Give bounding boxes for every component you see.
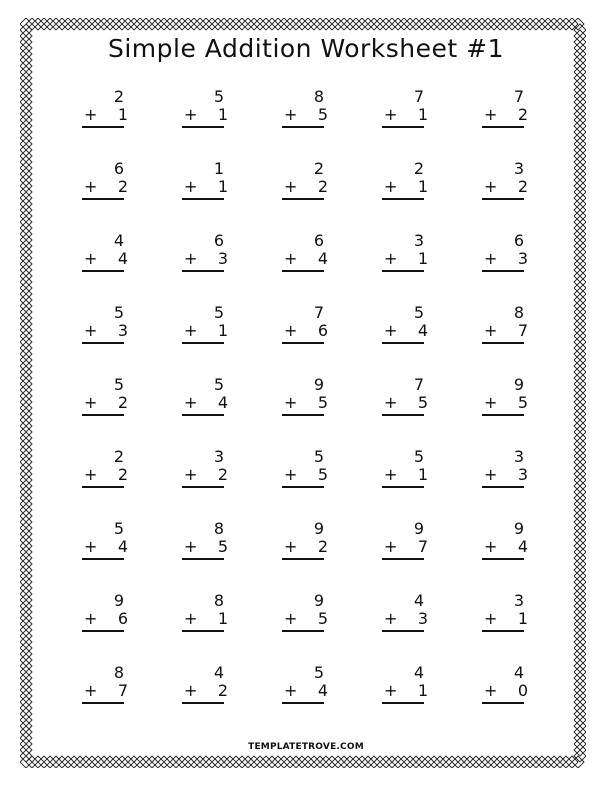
addition-problem <box>176 376 276 448</box>
plus-sign: + <box>184 609 198 628</box>
addend-bottom: 6 <box>317 321 328 340</box>
addend-bottom: 3 <box>217 249 228 268</box>
addend-bottom: 1 <box>217 609 228 628</box>
addition-problem <box>176 160 276 232</box>
addition-problem <box>276 592 376 664</box>
answer-line <box>182 630 224 632</box>
addend-top: 6 <box>513 231 524 250</box>
addend-top: 7 <box>413 375 424 394</box>
addend-bottom: 3 <box>117 321 128 340</box>
addition-problem <box>476 376 576 448</box>
plus-sign: + <box>184 465 198 484</box>
addend-top: 4 <box>413 591 424 610</box>
answer-line <box>382 342 424 344</box>
plus-sign: + <box>384 249 398 268</box>
answer-line <box>182 702 224 704</box>
addend-bottom: 5 <box>317 105 328 124</box>
addend-top: 2 <box>413 159 424 178</box>
addition-problem <box>176 520 276 592</box>
answer-line <box>382 198 424 200</box>
answer-line <box>182 558 224 560</box>
addend-bottom: 7 <box>417 537 428 556</box>
plus-sign: + <box>484 393 498 412</box>
addend-bottom: 4 <box>317 249 328 268</box>
plus-sign: + <box>384 465 398 484</box>
answer-line <box>282 342 324 344</box>
addend-bottom: 5 <box>317 609 328 628</box>
addend-top: 8 <box>513 303 524 322</box>
addend-top: 5 <box>413 303 424 322</box>
addition-problem <box>276 304 376 376</box>
answer-line <box>182 270 224 272</box>
addend-bottom: 1 <box>517 609 528 628</box>
answer-line <box>482 270 524 272</box>
addend-bottom: 4 <box>117 537 128 556</box>
addend-bottom: 1 <box>117 105 128 124</box>
plus-sign: + <box>384 105 398 124</box>
addend-bottom: 5 <box>517 393 528 412</box>
addend-bottom: 2 <box>117 177 128 196</box>
addition-problem <box>176 664 276 736</box>
addend-top: 2 <box>313 159 324 178</box>
addition-problem <box>176 304 276 376</box>
addend-bottom: 2 <box>517 105 528 124</box>
addition-problem <box>376 376 476 448</box>
addend-bottom: 2 <box>517 177 528 196</box>
addend-top: 2 <box>113 447 124 466</box>
addend-bottom: 1 <box>417 681 428 700</box>
addition-problem <box>76 88 176 160</box>
addend-top: 4 <box>113 231 124 250</box>
answer-line <box>282 126 324 128</box>
plus-sign: + <box>284 321 298 340</box>
plus-sign: + <box>484 105 498 124</box>
addend-top: 7 <box>513 87 524 106</box>
addition-problem <box>76 664 176 736</box>
addend-top: 3 <box>413 231 424 250</box>
addend-bottom: 4 <box>217 393 228 412</box>
plus-sign: + <box>284 537 298 556</box>
addend-bottom: 1 <box>217 321 228 340</box>
addend-bottom: 7 <box>117 681 128 700</box>
plus-sign: + <box>484 177 498 196</box>
addition-problem <box>376 520 476 592</box>
plus-sign: + <box>484 321 498 340</box>
plus-sign: + <box>384 393 398 412</box>
plus-sign: + <box>84 177 98 196</box>
answer-line <box>482 198 524 200</box>
addend-bottom: 1 <box>217 105 228 124</box>
addend-bottom: 4 <box>417 321 428 340</box>
addend-top: 8 <box>213 591 224 610</box>
addend-top: 6 <box>213 231 224 250</box>
addend-top: 5 <box>313 447 324 466</box>
addend-top: 7 <box>313 303 324 322</box>
plus-sign: + <box>284 393 298 412</box>
plus-sign: + <box>284 465 298 484</box>
plus-sign: + <box>284 609 298 628</box>
addend-top: 9 <box>513 375 524 394</box>
plus-sign: + <box>484 465 498 484</box>
addend-top: 5 <box>113 375 124 394</box>
addend-top: 6 <box>313 231 324 250</box>
addition-problem <box>76 592 176 664</box>
addition-problem <box>476 592 576 664</box>
addition-problem <box>476 448 576 520</box>
addition-problem <box>376 160 476 232</box>
addend-top: 9 <box>513 519 524 538</box>
addition-problem <box>476 88 576 160</box>
plus-sign: + <box>284 105 298 124</box>
plus-sign: + <box>484 681 498 700</box>
plus-sign: + <box>184 249 198 268</box>
plus-sign: + <box>84 609 98 628</box>
addend-top: 5 <box>413 447 424 466</box>
addend-top: 9 <box>113 591 124 610</box>
problem-row <box>76 160 576 232</box>
addend-bottom: 2 <box>317 177 328 196</box>
addition-problem <box>376 304 476 376</box>
answer-line <box>482 342 524 344</box>
answer-line <box>382 630 424 632</box>
answer-line <box>82 126 124 128</box>
addend-top: 3 <box>513 159 524 178</box>
addition-problem <box>376 232 476 304</box>
addend-bottom: 3 <box>517 249 528 268</box>
answer-line <box>382 702 424 704</box>
answer-line <box>82 270 124 272</box>
addend-bottom: 2 <box>217 681 228 700</box>
addend-top: 6 <box>113 159 124 178</box>
plus-sign: + <box>384 681 398 700</box>
plus-sign: + <box>384 537 398 556</box>
addend-top: 5 <box>113 519 124 538</box>
addition-problem <box>376 664 476 736</box>
addition-problem <box>276 376 376 448</box>
plus-sign: + <box>384 321 398 340</box>
addend-bottom: 2 <box>117 465 128 484</box>
addend-top: 5 <box>213 87 224 106</box>
addend-top: 1 <box>213 159 224 178</box>
plus-sign: + <box>184 393 198 412</box>
answer-line <box>282 414 324 416</box>
answer-line <box>482 702 524 704</box>
plus-sign: + <box>384 177 398 196</box>
addend-bottom: 2 <box>317 537 328 556</box>
addition-problem <box>76 520 176 592</box>
addition-problem <box>476 520 576 592</box>
plus-sign: + <box>184 681 198 700</box>
addition-problem <box>176 232 276 304</box>
addition-problem <box>276 232 376 304</box>
footer-website: TEMPLATETROVE.COM <box>248 742 364 752</box>
problem-row <box>76 664 576 736</box>
addend-top: 5 <box>313 663 324 682</box>
answer-line <box>382 270 424 272</box>
addition-problem <box>176 592 276 664</box>
answer-line <box>382 558 424 560</box>
answer-line <box>482 414 524 416</box>
addend-top: 3 <box>513 447 524 466</box>
addition-problem <box>376 592 476 664</box>
answer-line <box>182 198 224 200</box>
plus-sign: + <box>84 105 98 124</box>
addend-top: 9 <box>413 519 424 538</box>
plus-sign: + <box>84 249 98 268</box>
addend-top: 9 <box>313 375 324 394</box>
plus-sign: + <box>84 681 98 700</box>
answer-line <box>182 342 224 344</box>
addition-problem <box>76 304 176 376</box>
answer-line <box>82 702 124 704</box>
answer-line <box>482 486 524 488</box>
plus-sign: + <box>84 393 98 412</box>
addition-problem <box>176 448 276 520</box>
answer-line <box>182 414 224 416</box>
plus-sign: + <box>84 465 98 484</box>
addend-top: 4 <box>213 663 224 682</box>
problem-row <box>76 376 576 448</box>
answer-line <box>82 414 124 416</box>
addition-problem <box>276 664 376 736</box>
answer-line <box>482 126 524 128</box>
problem-row <box>76 520 576 592</box>
addend-top: 5 <box>213 375 224 394</box>
addition-problem <box>376 88 476 160</box>
addition-problem <box>476 160 576 232</box>
addend-top: 9 <box>313 591 324 610</box>
addend-bottom: 1 <box>417 105 428 124</box>
addend-bottom: 1 <box>417 465 428 484</box>
addend-bottom: 5 <box>417 393 428 412</box>
plus-sign: + <box>384 609 398 628</box>
addition-problem <box>476 304 576 376</box>
addition-problem <box>76 448 176 520</box>
plus-sign: + <box>84 537 98 556</box>
addend-top: 5 <box>213 303 224 322</box>
answer-line <box>482 630 524 632</box>
addend-top: 5 <box>113 303 124 322</box>
answer-line <box>282 486 324 488</box>
answer-line <box>82 558 124 560</box>
addend-bottom: 2 <box>117 393 128 412</box>
addend-top: 7 <box>413 87 424 106</box>
plus-sign: + <box>484 609 498 628</box>
problem-row <box>76 232 576 304</box>
addend-bottom: 4 <box>117 249 128 268</box>
addend-bottom: 2 <box>217 465 228 484</box>
answer-line <box>482 558 524 560</box>
addend-top: 3 <box>213 447 224 466</box>
addend-bottom: 4 <box>317 681 328 700</box>
addition-problem <box>276 520 376 592</box>
problem-row <box>76 592 576 664</box>
addend-top: 2 <box>113 87 124 106</box>
addend-bottom: 7 <box>517 321 528 340</box>
addend-bottom: 0 <box>517 681 528 700</box>
answer-line <box>282 630 324 632</box>
addend-top: 4 <box>513 663 524 682</box>
addend-bottom: 5 <box>317 393 328 412</box>
answer-line <box>182 126 224 128</box>
addition-problem <box>376 448 476 520</box>
worksheet-title: Simple Addition Worksheet #1 <box>107 34 505 63</box>
plus-sign: + <box>184 105 198 124</box>
answer-line <box>82 198 124 200</box>
addend-top: 8 <box>313 87 324 106</box>
addition-problem <box>76 160 176 232</box>
addend-top: 4 <box>413 663 424 682</box>
answer-line <box>82 630 124 632</box>
plus-sign: + <box>184 177 198 196</box>
addition-problem <box>476 232 576 304</box>
answer-line <box>82 342 124 344</box>
addend-bottom: 1 <box>417 249 428 268</box>
plus-sign: + <box>484 537 498 556</box>
addend-bottom: 1 <box>217 177 228 196</box>
addend-bottom: 5 <box>217 537 228 556</box>
plus-sign: + <box>284 177 298 196</box>
addition-problem <box>76 232 176 304</box>
answer-line <box>382 486 424 488</box>
plus-sign: + <box>284 249 298 268</box>
addition-problem <box>276 160 376 232</box>
plus-sign: + <box>184 321 198 340</box>
addition-problem <box>276 448 376 520</box>
addend-bottom: 6 <box>117 609 128 628</box>
addend-bottom: 1 <box>417 177 428 196</box>
answer-line <box>282 702 324 704</box>
problem-row <box>76 88 576 160</box>
answer-line <box>282 558 324 560</box>
problem-row <box>76 304 576 376</box>
addend-bottom: 3 <box>517 465 528 484</box>
addend-top: 3 <box>513 591 524 610</box>
answer-line <box>382 414 424 416</box>
plus-sign: + <box>284 681 298 700</box>
answer-line <box>282 198 324 200</box>
plus-sign: + <box>484 249 498 268</box>
plus-sign: + <box>84 321 98 340</box>
addend-top: 8 <box>213 519 224 538</box>
addend-top: 9 <box>313 519 324 538</box>
addition-problem <box>476 664 576 736</box>
addend-bottom: 3 <box>417 609 428 628</box>
answer-line <box>382 126 424 128</box>
answer-line <box>82 486 124 488</box>
plus-sign: + <box>184 537 198 556</box>
addend-top: 8 <box>113 663 124 682</box>
addend-bottom: 4 <box>517 537 528 556</box>
problem-row <box>76 448 576 520</box>
addition-problem <box>276 88 376 160</box>
addition-problem <box>76 376 176 448</box>
addend-bottom: 5 <box>317 465 328 484</box>
answer-line <box>182 486 224 488</box>
addition-problem <box>176 88 276 160</box>
answer-line <box>282 270 324 272</box>
problem-grid <box>76 88 576 736</box>
